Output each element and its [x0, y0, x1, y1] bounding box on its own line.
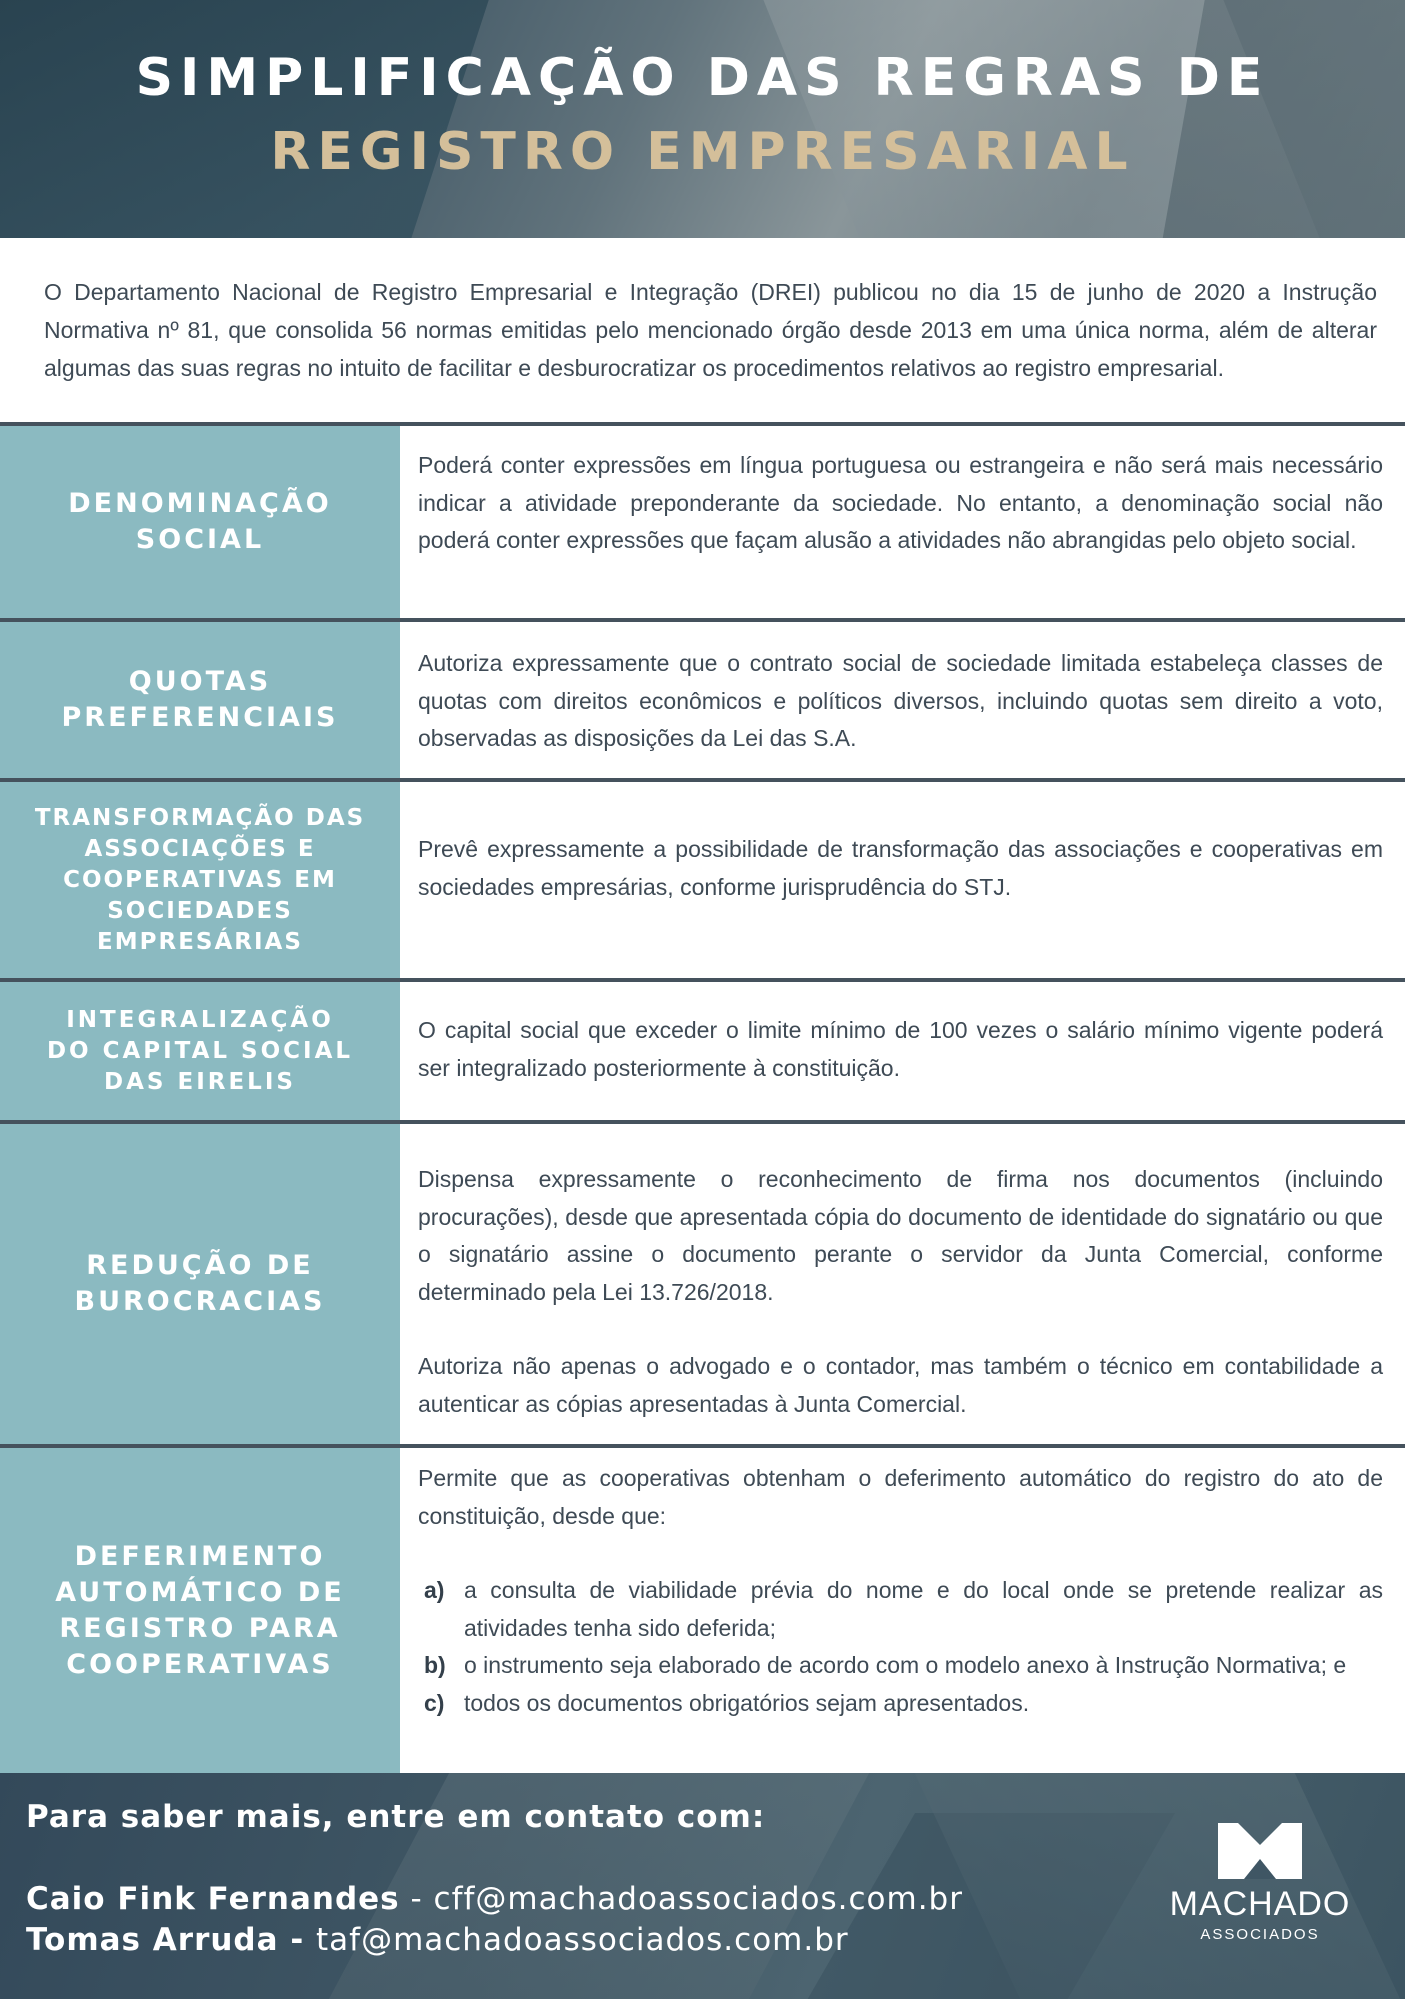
section-text [418, 447, 1383, 560]
contact-name: Tomas Arruda [26, 1922, 279, 1958]
section-label [0, 1124, 400, 1444]
footer-contact [0, 1773, 1405, 1999]
section-paragraph: Poderá conter expressões em língua portuguesa ou estrangeira e não será mais necessário indicar a atividade preponderante da sociedade. No entanto, a denominação social não poderá conter expressões que façam alusão a atividades não abrangidas pelo objeto social. [418, 452, 1383, 553]
section-label [0, 622, 400, 778]
section-paragraph: Autoriza não apenas o advogado e o contador, mas também o técnico em contabilidade a autenticar as cópias apresentadas à Junta Comercial. [418, 1353, 1383, 1417]
section-label-line: TRANSFORMAÇÃO DAS [34, 804, 366, 831]
section-text [418, 645, 1383, 758]
logo-subtitle: ASSOCIADOS [1200, 1926, 1320, 1943]
section-label-line: AUTOMÁTICO DE [55, 1576, 345, 1608]
list-item [418, 1572, 1383, 1647]
contact-separator: - [278, 1922, 316, 1958]
section-label-line: BUROCRACIAS [74, 1286, 326, 1317]
contact-email-link[interactable]: cff@machadoassociados.com.br [433, 1881, 963, 1917]
section-text [418, 1012, 1383, 1087]
requirements-list [418, 1572, 1383, 1722]
section-text [418, 831, 1383, 906]
section-paragraph: Prevê expressamente a possibilidade de transformação das associações e cooperativas em sociedades empresárias, conforme jurisprudência do STJ. [418, 836, 1383, 900]
section-label [0, 782, 400, 978]
section-reducao-burocracias [0, 1124, 1405, 1444]
section-label-line: REGISTRO PARA [59, 1612, 341, 1644]
section-text [418, 1460, 1383, 1722]
section-paragraph: Autoriza expressamente que o contrato social de sociedade limitada estabeleça classes de quotas com direitos econômicos e políticos diversos, incluindo quotas sem direito a voto, observadas as disposições da Lei das S.A. [418, 650, 1383, 751]
section-label [0, 426, 400, 618]
list-item-text: o instrumento seja elaborado de acordo com o modelo anexo à Instrução Normativa; e [464, 1652, 1347, 1678]
section-label-line: DENOMINAÇÃO [68, 488, 332, 519]
contact-email-link[interactable]: taf@machadoassociados.com.br [316, 1922, 849, 1958]
page-title-line1: SIMPLIFICAÇÃO DAS REGRAS DE [135, 48, 1270, 108]
machado-associados-logo [1160, 1823, 1360, 1943]
section-label-line: COOPERATIVAS EM [63, 866, 337, 893]
section-paragraph: O capital social que exceder o limite mínimo de 100 vezes o salário mínimo vigente poderá ser integralizado posteriormente à constituição. [418, 1017, 1383, 1081]
section-label-line: COOPERATIVAS [66, 1648, 334, 1680]
intro-paragraph: O Departamento Nacional de Registro Empresarial e Integração (DREI) publicou no dia 15 de junho de 2020 a Instrução Normativa nº 81, que consolida 56 normas emitidas pelo mencionado órgão desde 2013 em uma única norma, além de alterar algumas das suas regras no intuito de facilitar e desburocratizar os procedimentos relativos ao registro empresarial. [44, 279, 1377, 381]
section-integralizacao-capital [0, 982, 1405, 1120]
section-quotas-preferenciais [0, 622, 1405, 778]
section-label-line: INTEGRALIZAÇÃO [66, 1006, 334, 1033]
list-marker: c) [424, 1689, 445, 1716]
section-paragraph: Dispensa expressamente o reconhecimento de firma nos documentos (incluindo procurações), desde que apresentada cópia do documento de identidade do signatário ou que o signatário assine o documento perante o servidor da Junta Comercial, conforme determinado pela Lei 13.726/2018. [418, 1166, 1383, 1305]
section-label-line: DAS EIRELIS [104, 1068, 296, 1095]
section-label-line: REDUÇÃO DE [86, 1250, 314, 1281]
contact-line [26, 1881, 963, 1917]
contact-heading: Para saber mais, entre em contato com: [26, 1799, 766, 1835]
contact-name: Caio Fink Fernandes [26, 1881, 400, 1917]
section-deferimento-automatico [0, 1448, 1405, 1773]
logo-mark-icon [1218, 1823, 1302, 1879]
section-transformacao-associacoes [0, 782, 1405, 978]
list-item [418, 1647, 1383, 1685]
contact-line [26, 1922, 849, 1958]
section-label [0, 1448, 400, 1773]
list-marker: a) [424, 1577, 445, 1603]
header-banner [0, 0, 1405, 238]
section-label [0, 982, 400, 1120]
section-label-line: DO CAPITAL SOCIAL [46, 1037, 354, 1064]
section-denominacao-social [0, 426, 1405, 618]
header-decor-shape [0, 0, 508, 238]
section-label-line: SOCIEDADES EMPRESÁRIAS [97, 897, 303, 955]
list-item [418, 1685, 1383, 1723]
contact-separator: - [399, 1881, 434, 1917]
list-item-text: todos os documentos obrigatórios sejam apresentados. [464, 1689, 1030, 1716]
page-title-line2: REGISTRO EMPRESARIAL [270, 122, 1135, 182]
section-text [418, 1161, 1383, 1423]
section-paragraph: Permite que as cooperativas obtenham o deferimento automático do registro do ato de constituição, desde que: [418, 1465, 1383, 1529]
list-item-text: a consulta de viabilidade prévia do nome e do local onde se pretende realizar as atividades tenha sido deferida; [464, 1577, 1383, 1641]
section-label-line: SOCIAL [135, 524, 265, 555]
section-label-line: QUOTAS [128, 666, 272, 697]
section-label-line: DEFERIMENTO [74, 1540, 326, 1572]
list-marker: b) [424, 1652, 446, 1678]
section-label-line: PREFERENCIAIS [61, 702, 339, 733]
logo-name: MACHADO [1169, 1885, 1351, 1923]
section-label-line: ASSOCIAÇÕES E [84, 835, 316, 862]
